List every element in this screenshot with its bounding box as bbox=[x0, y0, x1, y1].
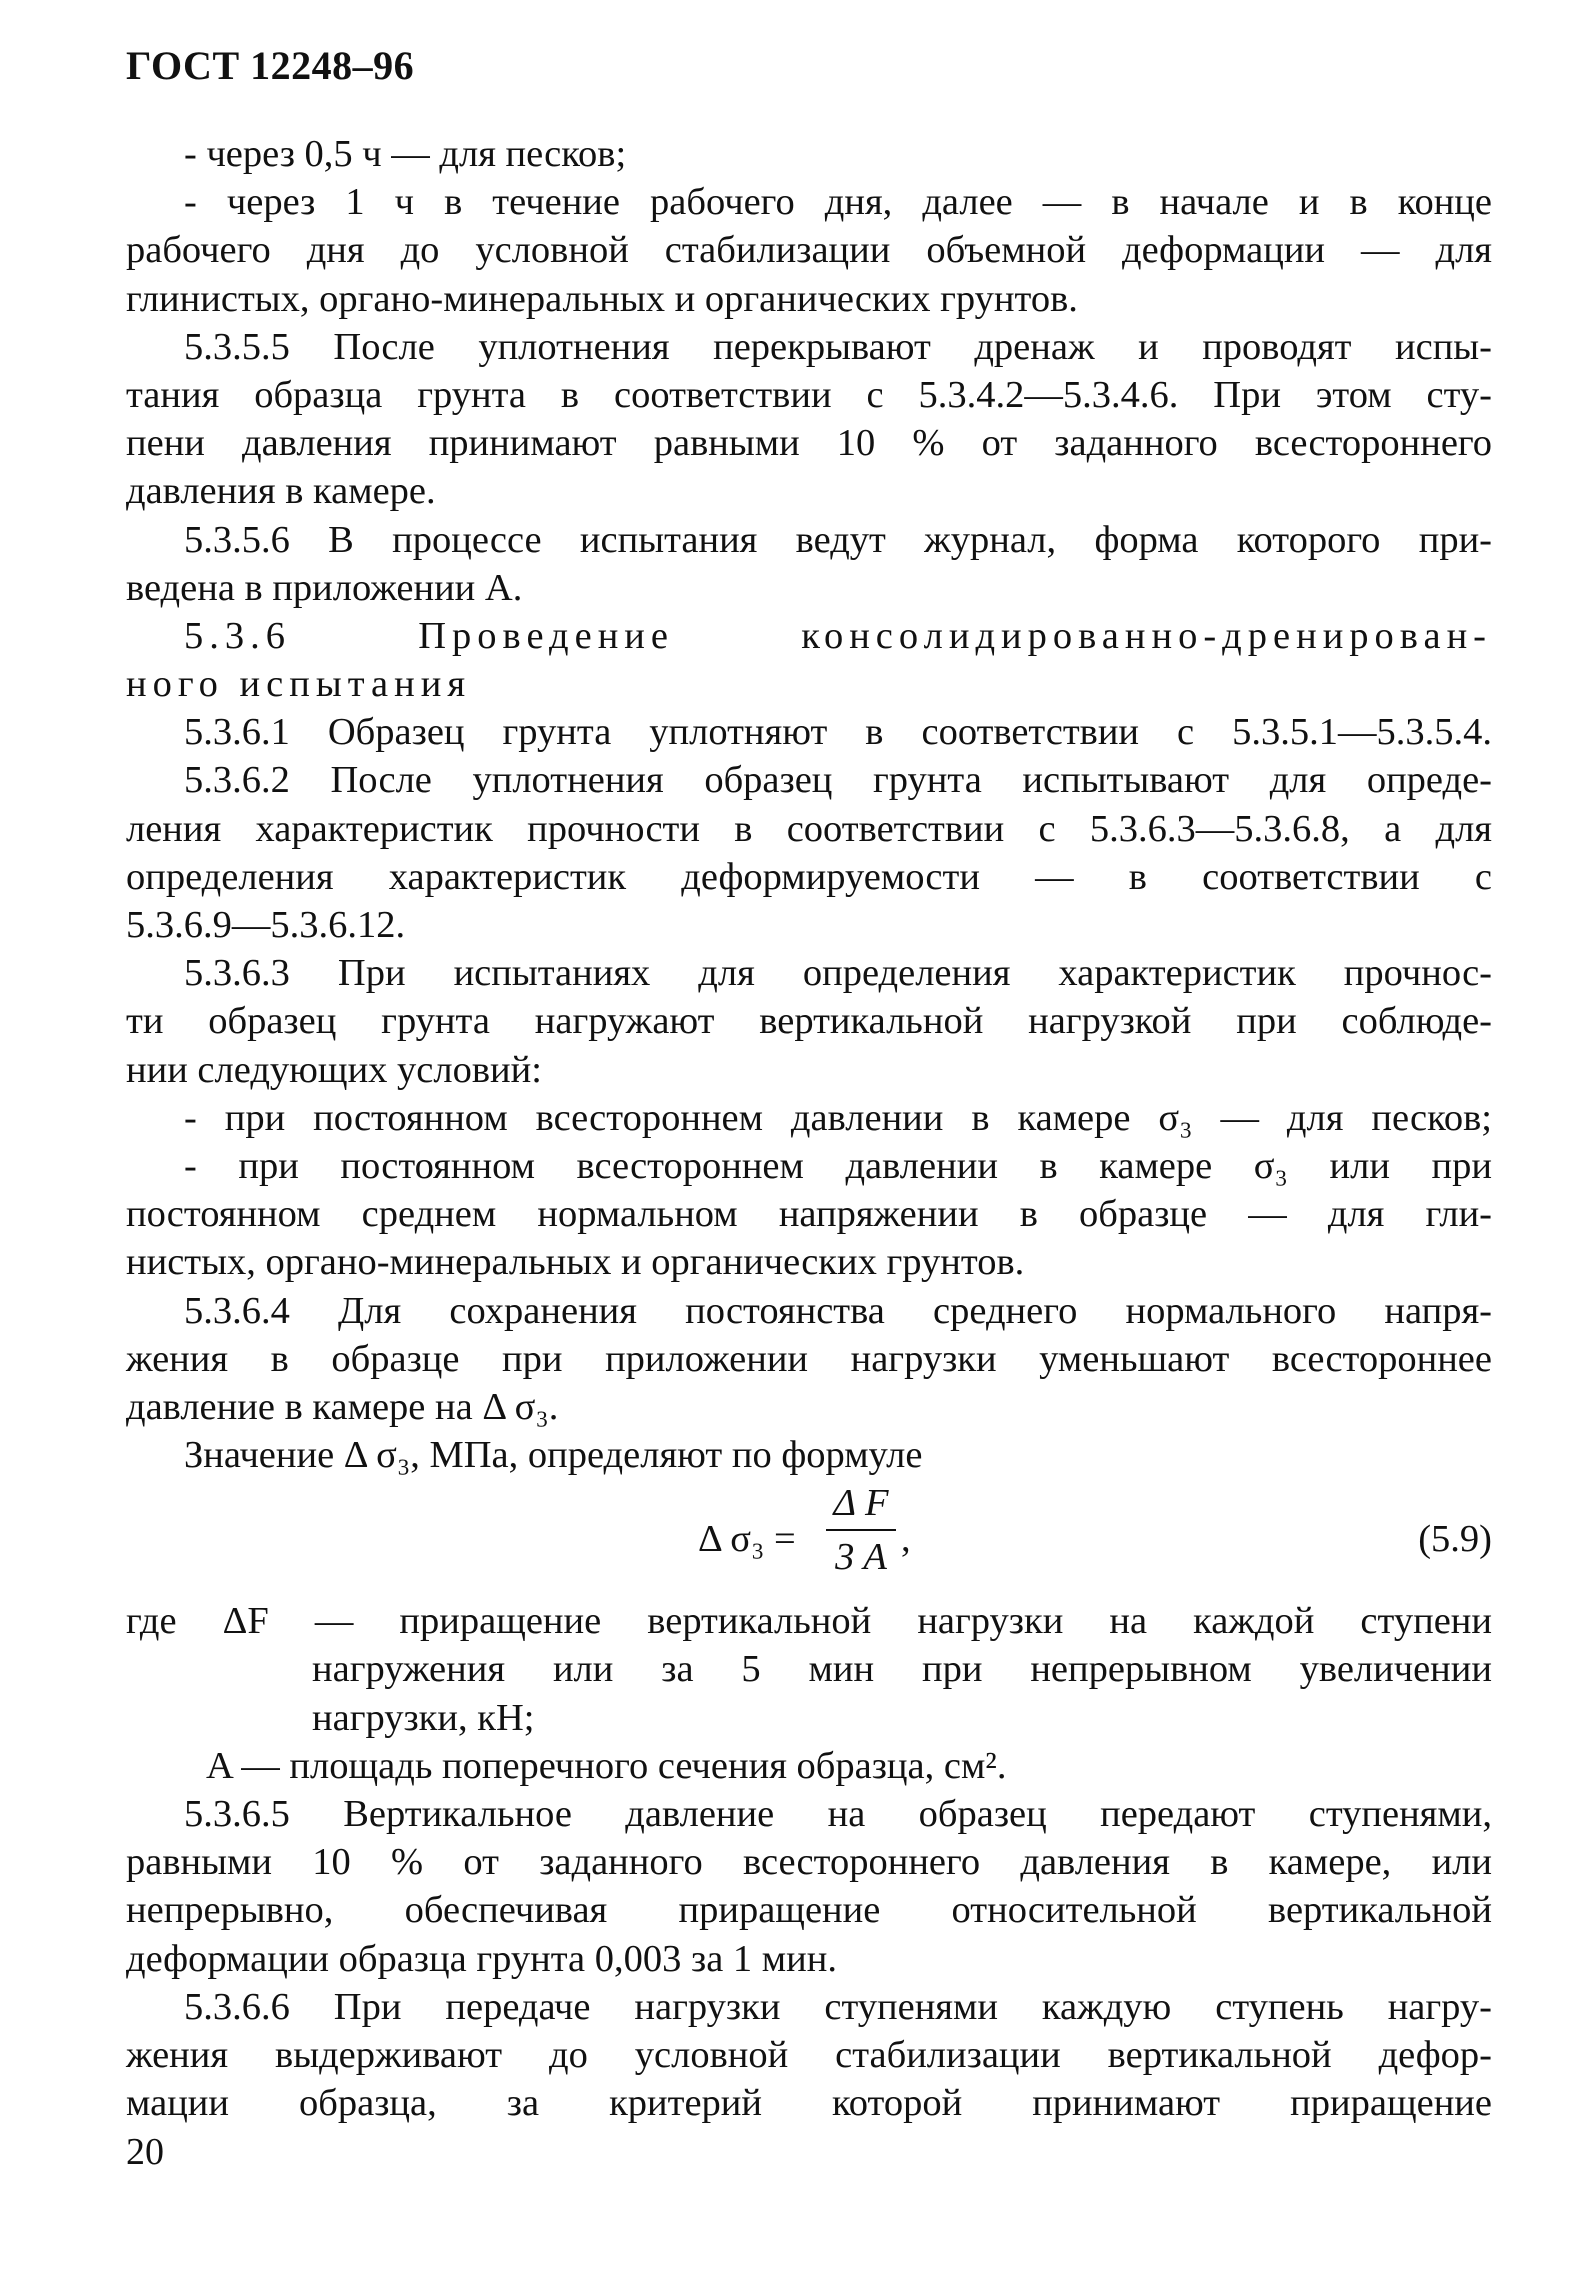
text-line: 5.3.6.6 При передаче нагрузки ступенями каждую ступень нагру- bbox=[184, 1985, 1492, 2028]
text-line: определения характеристик деформируемости — в соответствии с bbox=[126, 855, 1492, 898]
definition-line: где ΔF — приращение вертикальной нагрузки на каждой ступени bbox=[126, 1600, 1492, 1643]
text-line: мации образца, за критерий которой принимают приращение bbox=[126, 2082, 1492, 2125]
text-line: нии следующих условий: bbox=[126, 1048, 542, 1091]
text-line: 5.3.6.5 Вертикальное давление на образец передают ступенями, bbox=[184, 1793, 1492, 1835]
page-number: 20 bbox=[126, 2131, 164, 2173]
text-line: рабочего дня до условной стабилизации объемной деформации — для bbox=[126, 229, 1492, 272]
text-line: ти образец грунта нагружают вертикальной нагрузкой при соблюде- bbox=[126, 1000, 1492, 1043]
text-line: непрерывно, обеспечивая приращение относительной вертикальной bbox=[126, 1889, 1492, 1932]
definition-line: нагружения или за 5 мин при непрерывном увеличении bbox=[312, 1648, 1492, 1691]
text-line: давления в камере. bbox=[126, 470, 436, 513]
section-heading: ного испытания bbox=[126, 663, 472, 706]
text-line: - через 1 ч в течение рабочего дня, далее — в начале и в конце bbox=[184, 181, 1492, 224]
text-line: 5.3.6.2 После уплотнения образец грунта испытывают для опреде- bbox=[184, 759, 1492, 802]
document-header: ГОСТ 12248–96 bbox=[126, 43, 415, 88]
text-line: пени давления принимают равными 10 % от заданного всестороннего bbox=[126, 422, 1492, 465]
text-line: - при постоянном всестороннем давлении в камере σ₃ или при bbox=[184, 1144, 1492, 1187]
text-line: нистых, органо-минеральных и органических грунтов. bbox=[126, 1241, 1025, 1284]
formula-lhs: Δ σ₃ = bbox=[698, 1518, 796, 1561]
text-line: жения выдерживают до условной стабилизации вертикальной дефор- bbox=[126, 2033, 1492, 2076]
text-line: деформации образца грунта 0,003 за 1 мин. bbox=[126, 1937, 837, 1980]
text-line: - при постоянном всестороннем давлении в камере σ₃ — для песков; bbox=[184, 1096, 1492, 1139]
text-line: тания образца грунта в соответствии с 5.3.4.2—5.3.4.6. При этом сту- bbox=[126, 373, 1492, 416]
formula-5-9 bbox=[126, 1479, 1492, 1597]
fraction-bar bbox=[826, 1529, 896, 1531]
formula-denominator: 3 A bbox=[835, 1536, 887, 1579]
formula-numerator: Δ F bbox=[833, 1482, 889, 1525]
text-line: глинистых, органо-минеральных и органических грунтов. bbox=[126, 277, 1078, 320]
text-line: 5.3.6.1 Образец грунта уплотняют в соответствии с 5.3.5.1—5.3.5.4. bbox=[184, 711, 1492, 754]
definition-line: нагрузки, кН; bbox=[312, 1696, 535, 1739]
text-line: ведена в приложении А. bbox=[126, 566, 523, 609]
text-line: 5.3.6.9—5.3.6.12. bbox=[126, 904, 406, 946]
text-line: жения в образце при приложении нагрузки уменьшают всестороннее bbox=[126, 1337, 1492, 1380]
section-heading: 5.3.6 Проведение консолидированно-дренирован- bbox=[184, 614, 1492, 657]
text-line: равными 10 % от заданного всестороннего давления в камере, или bbox=[126, 1841, 1492, 1884]
text-line: 5.3.5.6 В процессе испытания ведут журнал, форма которого при- bbox=[184, 518, 1492, 561]
document-body bbox=[126, 130, 1492, 2127]
text-line: 5.3.5.5 После уплотнения перекрывают дренаж и проводят испы- bbox=[184, 325, 1492, 368]
text-line: постоянном среднем нормальном напряжении в образце — для гли- bbox=[126, 1193, 1492, 1236]
equation-number: (5.9) bbox=[1418, 1518, 1492, 1561]
text-line: - через 0,5 ч — для песков; bbox=[184, 133, 627, 175]
formula-comma: , bbox=[901, 1518, 911, 1561]
text-line: давление в камере на Δ σ₃. bbox=[126, 1385, 559, 1428]
text-line: 5.3.6.4 Для сохранения постоянства среднего нормального напря- bbox=[184, 1289, 1492, 1332]
text-line: ления характеристик прочности в соответствии с 5.3.6.3—5.3.6.8, а для bbox=[126, 807, 1492, 850]
text-line: Значение Δ σ₃, МПа, определяют по формуле bbox=[184, 1434, 923, 1477]
definition-line: A — площадь поперечного сечения образца, см². bbox=[206, 1744, 1007, 1787]
text-line: 5.3.6.3 При испытаниях для определения характеристик прочнос- bbox=[184, 952, 1492, 995]
formula-fraction bbox=[826, 1479, 896, 1581]
